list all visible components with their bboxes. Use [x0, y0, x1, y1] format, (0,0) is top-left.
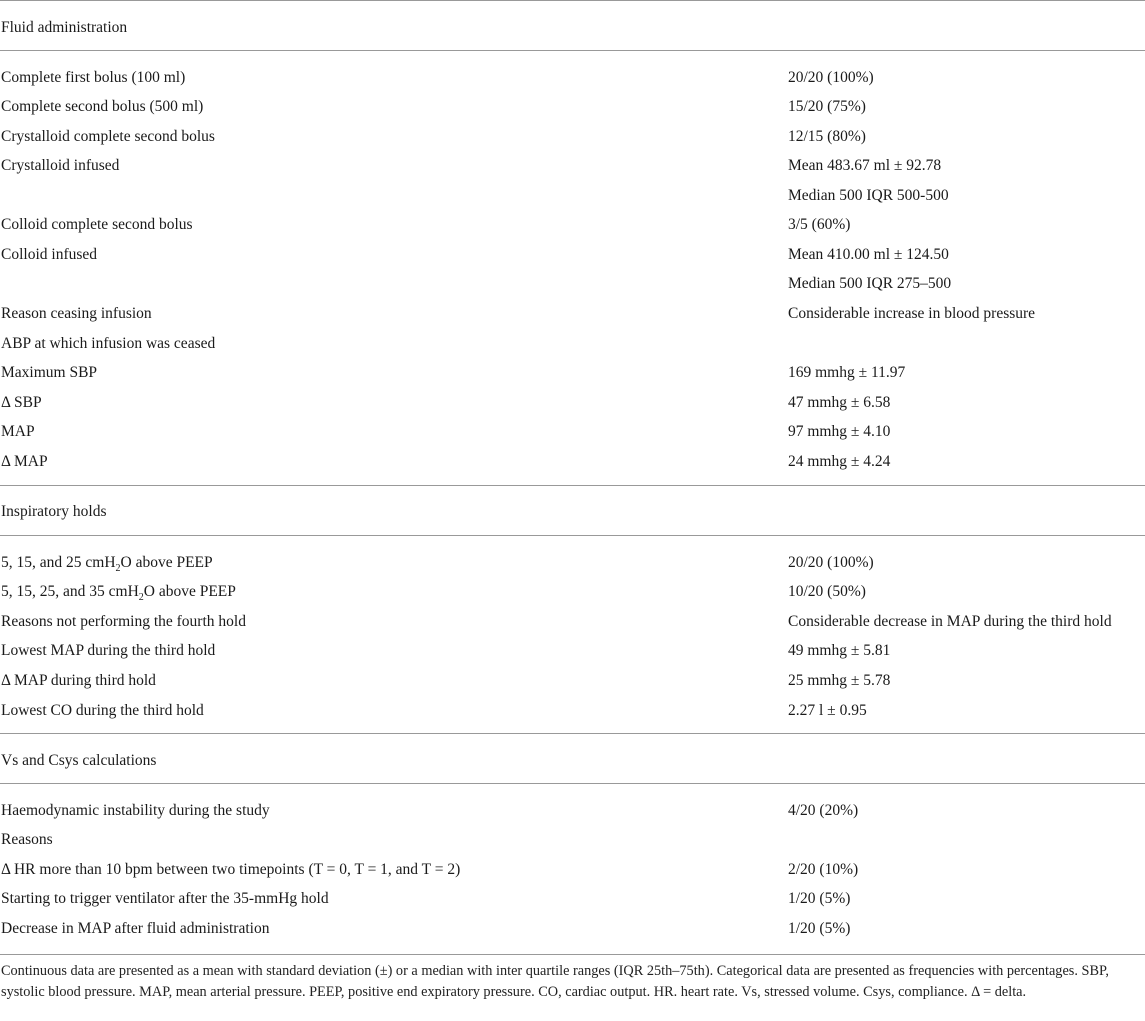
section-rule	[0, 50, 1145, 51]
row-label: Decrease in MAP after fluid administration	[1, 920, 270, 937]
row-label: Δ MAP	[1, 453, 48, 470]
row-value: 20/20 (100%)	[788, 554, 874, 571]
row-label: ABP at which infusion was ceased	[1, 335, 216, 352]
row-value: 12/15 (80%)	[788, 128, 866, 145]
section-title-inspiratory-holds: Inspiratory holds	[1, 503, 107, 520]
row-label: Lowest MAP during the third hold	[1, 642, 216, 659]
row-label	[1, 582, 236, 602]
label-text: O above PEEP	[120, 554, 213, 571]
row-value: 15/20 (75%)	[788, 98, 866, 115]
table-row	[0, 671, 1145, 691]
row-label: Crystalloid complete second bolus	[1, 128, 215, 145]
row-label: Complete second bolus (500 ml)	[1, 98, 204, 115]
row-value: 97 mmhg ± 4.10	[788, 423, 891, 440]
row-label: Crystalloid infused	[1, 157, 120, 174]
table-row	[0, 127, 1145, 147]
table-bottom-rule	[0, 954, 1145, 955]
table-row	[0, 830, 1145, 850]
row-value: 20/20 (100%)	[788, 69, 874, 86]
table-row	[0, 801, 1145, 821]
row-value: Considerable decrease in MAP during the third hold	[788, 613, 1112, 630]
section-title-fluid-administration: Fluid administration	[1, 19, 128, 36]
table-row	[0, 889, 1145, 909]
row-label: Lowest CO during the third hold	[1, 702, 204, 719]
row-label: Complete first bolus (100 ml)	[1, 69, 186, 86]
section-rule	[0, 783, 1145, 784]
subscript: 2	[138, 592, 144, 604]
section-rule	[0, 535, 1145, 536]
table-row	[0, 553, 1145, 573]
table-row	[0, 215, 1145, 235]
table-row	[0, 393, 1145, 413]
row-label: Maximum SBP	[1, 364, 98, 381]
row-label: Reasons not performing the fourth hold	[1, 613, 246, 630]
table-row	[0, 919, 1145, 939]
row-value: Median 500 IQR 500-500	[788, 187, 949, 204]
row-value: 2/20 (10%)	[788, 861, 859, 878]
subscript: 2	[115, 563, 121, 575]
row-value: 1/20 (5%)	[788, 920, 851, 937]
row-label: Δ MAP during third hold	[1, 672, 156, 689]
row-label: MAP	[1, 423, 35, 440]
row-value: 4/20 (20%)	[788, 802, 859, 819]
row-label: Reasons	[1, 831, 53, 848]
table-row	[0, 701, 1145, 721]
table-row	[0, 641, 1145, 661]
row-value: Median 500 IQR 275–500	[788, 275, 952, 292]
table-row	[0, 422, 1145, 442]
row-value: 25 mmhg ± 5.78	[788, 672, 891, 689]
row-value: 10/20 (50%)	[788, 583, 866, 600]
table-row	[0, 452, 1145, 472]
table-row	[0, 582, 1145, 602]
row-label: Δ SBP	[1, 394, 42, 411]
section-rule	[0, 485, 1145, 486]
table-footnote: Continuous data are presented as a mean with standard deviation (±) or a median with inter quartile ranges (IQR 25th–75th). Categorical data are presented as frequencies with percentages. SBP, systolic blood pressure. MAP, mean arterial pressure. PEEP, positive end expiratory pressure. CO, cardiac output. HR. heart rate. Vs, stressed volume. Csys, compliance. Δ = delta.	[1, 963, 1109, 1000]
row-label: Reason ceasing infusion	[1, 305, 152, 322]
table-row	[0, 156, 1145, 176]
row-label: Colloid infused	[1, 246, 98, 263]
label-text: 5, 15, and 25 cmH	[1, 554, 116, 571]
table-row	[0, 860, 1145, 880]
table-row	[0, 68, 1145, 88]
label-text: 5, 15, 25, and 35 cmH	[1, 583, 139, 600]
table-row	[0, 304, 1145, 324]
table-row	[0, 186, 1145, 206]
row-label	[1, 553, 213, 573]
table-row	[0, 245, 1145, 265]
row-value: 47 mmhg ± 6.58	[788, 394, 891, 411]
table-row	[0, 97, 1145, 117]
row-label: Δ HR more than 10 bpm between two timepoints (T = 0, T = 1, and T = 2)	[1, 861, 461, 878]
row-value: 24 mmhg ± 4.24	[788, 453, 891, 470]
row-value: Mean 410.00 ml ± 124.50	[788, 246, 949, 263]
row-value: 1/20 (5%)	[788, 890, 851, 907]
section-title-vs-csys-calculations: Vs and Csys calculations	[1, 752, 157, 769]
row-value: 49 mmhg ± 5.81	[788, 642, 891, 659]
table-row	[0, 612, 1145, 632]
table-row	[0, 274, 1145, 294]
label-text: O above PEEP	[143, 583, 236, 600]
table-top-rule	[0, 0, 1145, 1]
row-value: 2.27 l ± 0.95	[788, 702, 867, 719]
table-row	[0, 363, 1145, 383]
row-label: Haemodynamic instability during the study	[1, 802, 270, 819]
row-label: Colloid complete second bolus	[1, 216, 193, 233]
section-rule	[0, 733, 1145, 734]
row-label: Starting to trigger ventilator after the 35-mmHg hold	[1, 890, 329, 907]
table-row	[0, 334, 1145, 354]
row-value: Considerable increase in blood pressure	[788, 305, 1036, 322]
row-value: Mean 483.67 ml ± 92.78	[788, 157, 942, 174]
row-value: 3/5 (60%)	[788, 216, 851, 233]
row-value: 169 mmhg ± 11.97	[788, 364, 906, 381]
